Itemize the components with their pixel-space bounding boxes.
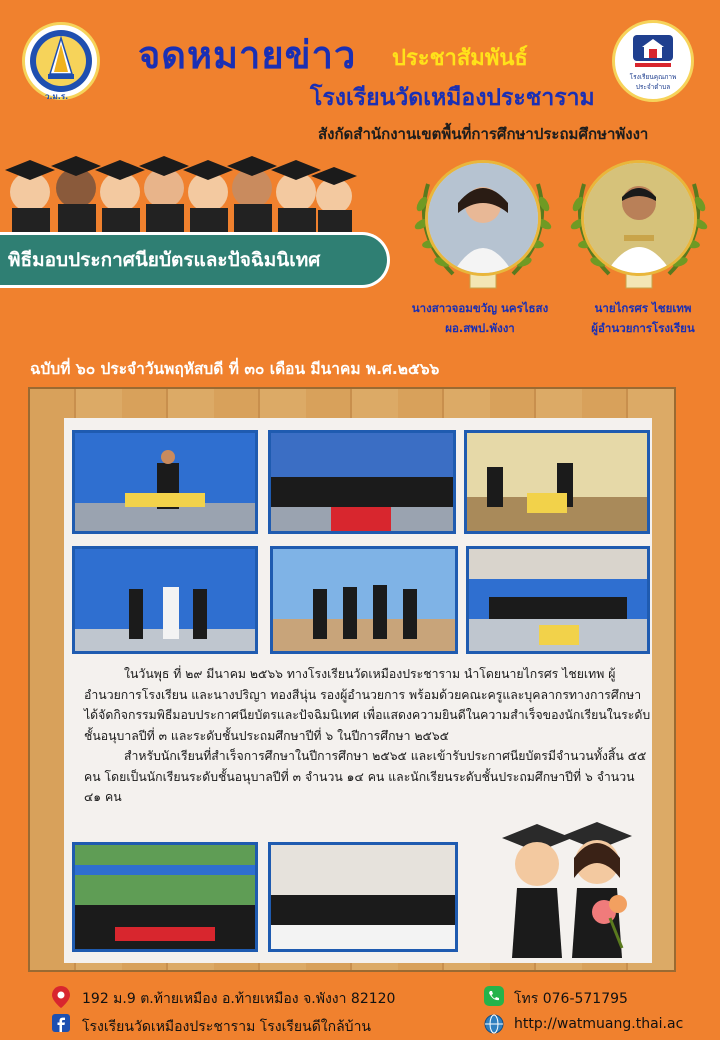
newsletter-title: จดหมายข่าว <box>138 32 357 77</box>
person-1-position: ผอ.สพป.พังงา <box>445 321 515 335</box>
facebook-link[interactable]: โรงเรียนวัดเหมืองประชาราม โรงเรียนดีใกล้บ้าน <box>82 1019 371 1035</box>
phone-icon <box>484 986 504 1006</box>
facebook-icon[interactable] <box>52 1014 70 1032</box>
photo-students-crowd <box>268 842 458 952</box>
photo-graduates-seated <box>268 430 456 534</box>
affiliation: สังกัดสำนักงานเขตพื้นที่การศึกษาประถมศึกษาพังงา <box>318 125 649 143</box>
school-name: โรงเรียนวัดเหมืองประชาราม <box>310 85 595 111</box>
portrait-principal <box>581 160 697 276</box>
quality-school-logo <box>612 20 694 102</box>
photo-group-staff <box>466 546 650 654</box>
portrait-director-area <box>425 160 541 276</box>
person-2-caption <box>568 298 718 338</box>
article-body <box>84 664 652 808</box>
photo-graduates-walking <box>270 546 458 654</box>
photo-certificate-handover <box>464 430 650 534</box>
quality-school-text-1: โรงเรียนคุณภาพ <box>629 73 677 81</box>
photo-ceremony-stage <box>72 430 258 534</box>
person-1-name: นางสาวจอมขวัญ นครไธสง <box>411 301 549 315</box>
event-banner <box>0 232 390 288</box>
event-title: พิธีมอบประกาศนียบัตรและปัจฉิมนิเทศ <box>8 249 321 271</box>
location-pin-icon <box>52 986 70 1008</box>
article-paragraph-1: ในวันพุธ ที่ ๒๙ มีนาคม ๒๕๖๖ ทางโรงเรียนวัดเหมืองประชาราม นำโดยนายไกรศร ไชยเทพ ผู้อำนวยการโรงเรียน และนางปริญา ทองสีนุ่น รองผู้อำนวยการ พร้อมด้วยคณะครูและบุคลากรทางการศึกษา ได้จัดกิจกรรมพิธีมอบประกาศนียบัตรและปัจฉิมนิเทศ เพื่อแสดงความยินดีในความสำเร็จของนักเรียนในระดับชั้นอนุบาลปีที่ ๓ และระดับชั้นประถมศึกษาปีที่ ๖ ในปีการศึกษา ๒๕๖๕ <box>84 667 651 743</box>
school-logo-left <box>22 22 100 100</box>
article-paragraph-2: สำหรับนักเรียนที่สำเร็จการศึกษาในปีการศึกษา ๒๕๖๕ และเข้ารับประกาศนียบัตรมีจำนวนทั้งสิ้น ๕๕ คน โดยเป็นนักเรียนระดับชั้นอนุบาลปีที่ ๓ จำนวน ๑๔ คน และนักเรียนระดับชั้นประถมศึกษาปีที่ ๖ จำนวน ๔๑ คน <box>84 749 647 804</box>
graduate-kids-illustration <box>0 130 360 238</box>
person-1-caption <box>400 298 560 338</box>
issue-info: ฉบับที่ ๖๐ ประจำวันพฤหัสบดี ที่ ๓๐ เดือน มีนาคม พ.ศ.๒๕๖๖ <box>30 360 440 378</box>
quality-school-text-2: ประจำตำบล <box>635 83 671 91</box>
quality-school-icon <box>630 31 676 71</box>
school-logo-left-text: ว.ม.ร. <box>45 92 69 101</box>
graduate-couple-illustration <box>492 808 642 958</box>
person-2-position: ผู้อำนวยการโรงเรียน <box>591 321 695 335</box>
website-link[interactable]: http://watmuang.thai.ac <box>514 1016 684 1032</box>
address: 192 ม.9 ต.ท้ายเหมือง อ.ท้ายเหมือง จ.พังงา 82120 <box>82 991 396 1007</box>
photo-kindergarten-graduates <box>72 546 258 654</box>
globe-icon <box>484 1014 504 1034</box>
newsletter-subtitle: ประชาสัมพันธ์ <box>392 45 528 71</box>
photo-outdoor-group <box>72 842 258 952</box>
phone-number: โทร 076-571795 <box>514 991 628 1007</box>
school-emblem-icon <box>28 28 94 94</box>
person-2-name: นายไกรศร ไชยเทพ <box>594 301 692 315</box>
